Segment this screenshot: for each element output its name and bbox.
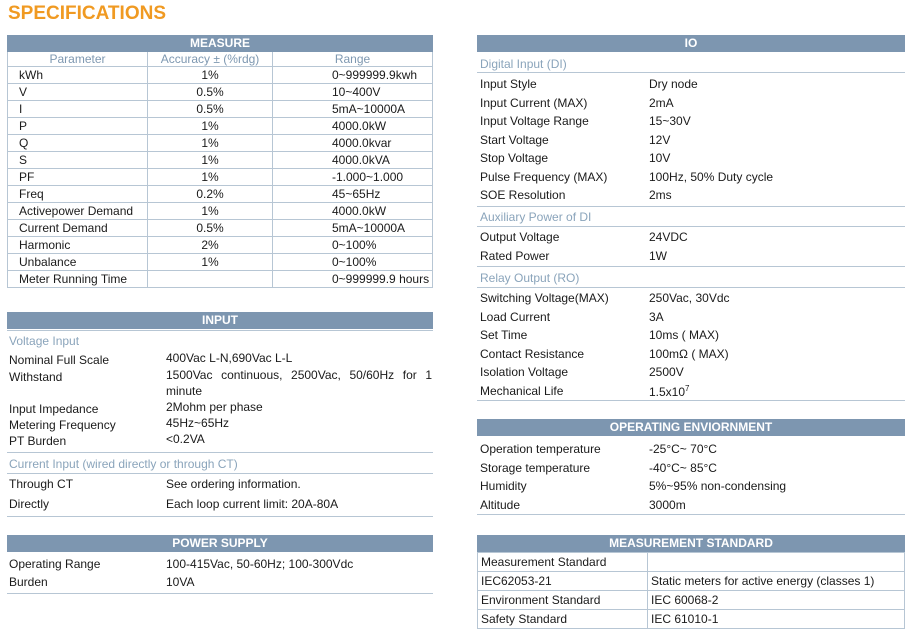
parameter-cell: V — [8, 84, 148, 101]
relay-output-label: Isolation Voltage — [480, 365, 569, 379]
auxiliary-power-value-text: 1W — [649, 248, 667, 263]
relay-output-subheader: Relay Output (RO) — [480, 271, 580, 285]
parameter-cell: Unbalance — [8, 254, 148, 271]
range-cell: 0~100% — [273, 254, 433, 271]
input-header: INPUT — [7, 312, 433, 329]
standard-label-cell: Environment Standard — [478, 591, 648, 610]
digital-input-value — [649, 77, 698, 91]
operating-environment-value — [649, 461, 717, 475]
relay-output-value-superscript: 7 — [685, 383, 690, 393]
range-cell: 4000.0kW — [273, 203, 433, 220]
io-header: IO — [477, 35, 905, 52]
withstand-value: 1500Vac continuous, 2500Vac, 50/60Hz for 1 minute — [166, 368, 432, 398]
directly-label: Directly — [9, 497, 50, 511]
parameter-cell: Meter Running Time — [8, 271, 148, 288]
relay-output-value-text: 10ms ( MAX) — [649, 328, 720, 342]
operating-environment-value — [649, 442, 717, 456]
relay-output-value — [649, 328, 719, 342]
table-row — [8, 186, 433, 203]
parameter-cell: S — [8, 152, 148, 169]
withstand-label: Withstand — [9, 370, 63, 384]
digital-input-value — [649, 96, 674, 110]
auxiliary-power-label: Output Voltage — [480, 230, 560, 244]
standard-label-cell: Safety Standard — [478, 610, 648, 629]
digital-input-value-text: Dry node — [649, 77, 698, 91]
range-cell: 45~65Hz — [273, 186, 433, 203]
parameter-cell: I — [8, 101, 148, 118]
auxiliary-power-subheader: Auxiliary Power of DI — [480, 210, 592, 224]
measurement-standard-table — [477, 552, 905, 629]
range-cell: 5mA~10000A — [273, 101, 433, 118]
current-input-subheader: Current Input (wired directly or through CT) — [9, 457, 238, 471]
digital-input-label: Input Style — [480, 77, 537, 91]
operating-range-value: 100-415Vac, 50-60Hz; 100-300Vdc — [166, 557, 354, 571]
standard-label-cell: IEC62053-21 — [478, 572, 648, 591]
relay-output-label: Mechanical Life — [480, 383, 564, 398]
table-row — [8, 271, 433, 288]
accuracy-cell: 1% — [148, 254, 273, 271]
auxiliary-power-value-text: 24VDC — [649, 230, 688, 244]
digital-input-label: Input Voltage Range — [480, 114, 589, 128]
column-header-accuracy: Accuracy ± (%rdg) — [148, 52, 273, 67]
digital-input-value — [649, 133, 670, 147]
digital-input-value — [649, 114, 691, 128]
range-cell: 0~100% — [273, 237, 433, 254]
standard-value-cell: IEC 60068-2 — [648, 591, 905, 610]
accuracy-cell: 1% — [148, 118, 273, 135]
table-row — [8, 237, 433, 254]
range-cell: 4000.0kvar — [273, 135, 433, 152]
accuracy-cell: 2% — [148, 237, 273, 254]
parameter-cell: Current Demand — [8, 220, 148, 237]
table-row — [478, 610, 905, 629]
through-ct-label: Through CT — [9, 477, 74, 491]
range-cell: 0~999999.9kwh — [273, 67, 433, 84]
digital-input-value-text: 2mA — [649, 95, 674, 110]
metering-frequency-label: Metering Frequency — [9, 418, 116, 432]
nominal-full-scale-value: 400Vac L-N,690Vac L-L — [166, 351, 293, 365]
digital-input-value-text: 15~30V — [649, 114, 691, 128]
parameter-cell: PF — [8, 169, 148, 186]
measure-header: MEASURE — [7, 35, 433, 52]
accuracy-cell: 0.5% — [148, 220, 273, 237]
table-row — [478, 591, 905, 610]
range-cell: 10~400V — [273, 84, 433, 101]
accuracy-cell: 1% — [148, 169, 273, 186]
digital-input-label: Stop Voltage — [480, 151, 549, 165]
relay-output-label: Switching Voltage(MAX) — [480, 291, 609, 305]
accuracy-cell: 1% — [148, 135, 273, 152]
relay-output-value-text: 250Vac, 30Vdc — [649, 291, 730, 305]
operating-environment-label: Operation temperature — [480, 442, 601, 456]
digital-input-value-text: 2ms — [649, 188, 672, 202]
directly-value: Each loop current limit: 20A-80A — [166, 497, 339, 511]
measure-header-row — [8, 52, 433, 67]
relay-output-value — [649, 365, 684, 379]
table-row — [8, 152, 433, 169]
measure-table — [7, 52, 433, 288]
measurement-standard-header: MEASUREMENT STANDARD — [477, 535, 905, 552]
burden-value: 10VA — [166, 575, 195, 589]
operating-environment-value-text: 3000m — [649, 497, 686, 512]
parameter-cell: kWh — [8, 67, 148, 84]
pt-burden-label: PT Burden — [9, 434, 67, 448]
input-impedance-label: Input Impedance — [9, 402, 99, 416]
range-cell: 5mA~10000A — [273, 220, 433, 237]
digital-input-value-text: 100Hz, 50% Duty cycle — [649, 169, 774, 184]
table-row — [8, 118, 433, 135]
page-title: SPECIFICATIONS — [8, 3, 166, 24]
accuracy-cell: 0.5% — [148, 101, 273, 118]
operating-environment-value — [649, 479, 786, 493]
parameter-cell: Freq — [8, 186, 148, 203]
standard-value-cell: IEC 61010-1 — [648, 610, 905, 629]
digital-input-value — [649, 170, 773, 184]
table-row — [478, 553, 905, 572]
digital-input-label: Start Voltage — [480, 132, 549, 147]
column-header-range: Range — [273, 52, 433, 67]
voltage-input-subheader: Voltage Input — [9, 334, 80, 348]
input-impedance-value: 2Mohm per phase — [166, 400, 263, 414]
parameter-cell: Activepower Demand — [8, 203, 148, 220]
relay-output-value-text: 100mΩ ( MAX) — [649, 346, 729, 361]
range-cell: 4000.0kW — [273, 118, 433, 135]
accuracy-cell: 1% — [148, 203, 273, 220]
standard-value-cell: Static meters for active energy (classes 1) — [648, 572, 905, 591]
range-cell: 0~999999.9 hours — [273, 271, 433, 288]
standard-value-cell — [648, 553, 905, 572]
digital-input-label: Input Current (MAX) — [480, 95, 588, 110]
relay-output-label: Contact Resistance — [480, 346, 585, 361]
parameter-cell: P — [8, 118, 148, 135]
operating-environment-value — [649, 498, 686, 512]
through-ct-value: See ordering information. — [166, 477, 301, 491]
table-row — [8, 203, 433, 220]
relay-output-value — [649, 384, 689, 399]
accuracy-cell: 1% — [148, 67, 273, 84]
table-row — [8, 169, 433, 186]
table-row — [8, 101, 433, 118]
relay-output-value-text: 3A — [649, 309, 664, 324]
accuracy-cell: 0.5% — [148, 84, 273, 101]
digital-input-value — [649, 188, 672, 202]
burden-label: Burden — [9, 575, 48, 589]
operating-environment-value-text: -40°C~ 85°C — [649, 460, 717, 475]
digital-input-subheader: Digital Input (DI) — [480, 57, 567, 71]
table-row — [478, 572, 905, 591]
pt-burden-value: <0.2VA — [166, 432, 205, 446]
operating-environment-label: Altitude — [480, 497, 521, 512]
column-header-parameter: Parameter — [8, 52, 148, 67]
table-row — [8, 135, 433, 152]
relay-output-label: Load Current — [480, 309, 551, 324]
range-cell: -1.000~1.000 — [273, 169, 433, 186]
accuracy-cell: 1% — [148, 152, 273, 169]
accuracy-cell — [148, 271, 273, 288]
auxiliary-power-value — [649, 249, 667, 263]
relay-output-value — [649, 310, 664, 324]
auxiliary-power-label: Rated Power — [480, 248, 550, 263]
table-row — [8, 254, 433, 271]
auxiliary-power-value — [649, 230, 688, 244]
table-row — [8, 84, 433, 101]
parameter-cell: Harmonic — [8, 237, 148, 254]
accuracy-cell: 0.2% — [148, 186, 273, 203]
relay-output-label: Set Time — [480, 328, 528, 342]
operating-environment-value-text: 5%~95% non-condensing — [649, 479, 787, 493]
digital-input-value-text: 12V — [649, 132, 671, 147]
metering-frequency-value: 45Hz~65Hz — [166, 416, 230, 430]
standard-label-cell: Measurement Standard — [478, 553, 648, 572]
digital-input-label: SOE Resolution — [480, 188, 566, 202]
digital-input-label: Pulse Frequency (MAX) — [480, 169, 608, 184]
operating-environment-label: Humidity — [480, 479, 527, 493]
relay-output-value-text: 2500V — [649, 365, 684, 379]
nominal-full-scale-label: Nominal Full Scale — [9, 353, 110, 367]
table-row — [8, 67, 433, 84]
digital-input-value-text: 10V — [649, 151, 671, 165]
power-supply-header: POWER SUPPLY — [7, 535, 433, 552]
operating-environment-header: OPERATING ENVIORNMENT — [477, 419, 905, 436]
range-cell: 4000.0kVA — [273, 152, 433, 169]
parameter-cell: Q — [8, 135, 148, 152]
table-row — [8, 220, 433, 237]
relay-output-value — [649, 347, 729, 361]
operating-range-label: Operating Range — [9, 557, 101, 571]
operating-environment-value-text: -25°C~ 70°C — [649, 442, 717, 456]
digital-input-value — [649, 151, 670, 165]
relay-output-value-text: 1.5x10 — [649, 384, 686, 399]
relay-output-value — [649, 291, 730, 305]
operating-environment-label: Storage temperature — [480, 460, 591, 475]
